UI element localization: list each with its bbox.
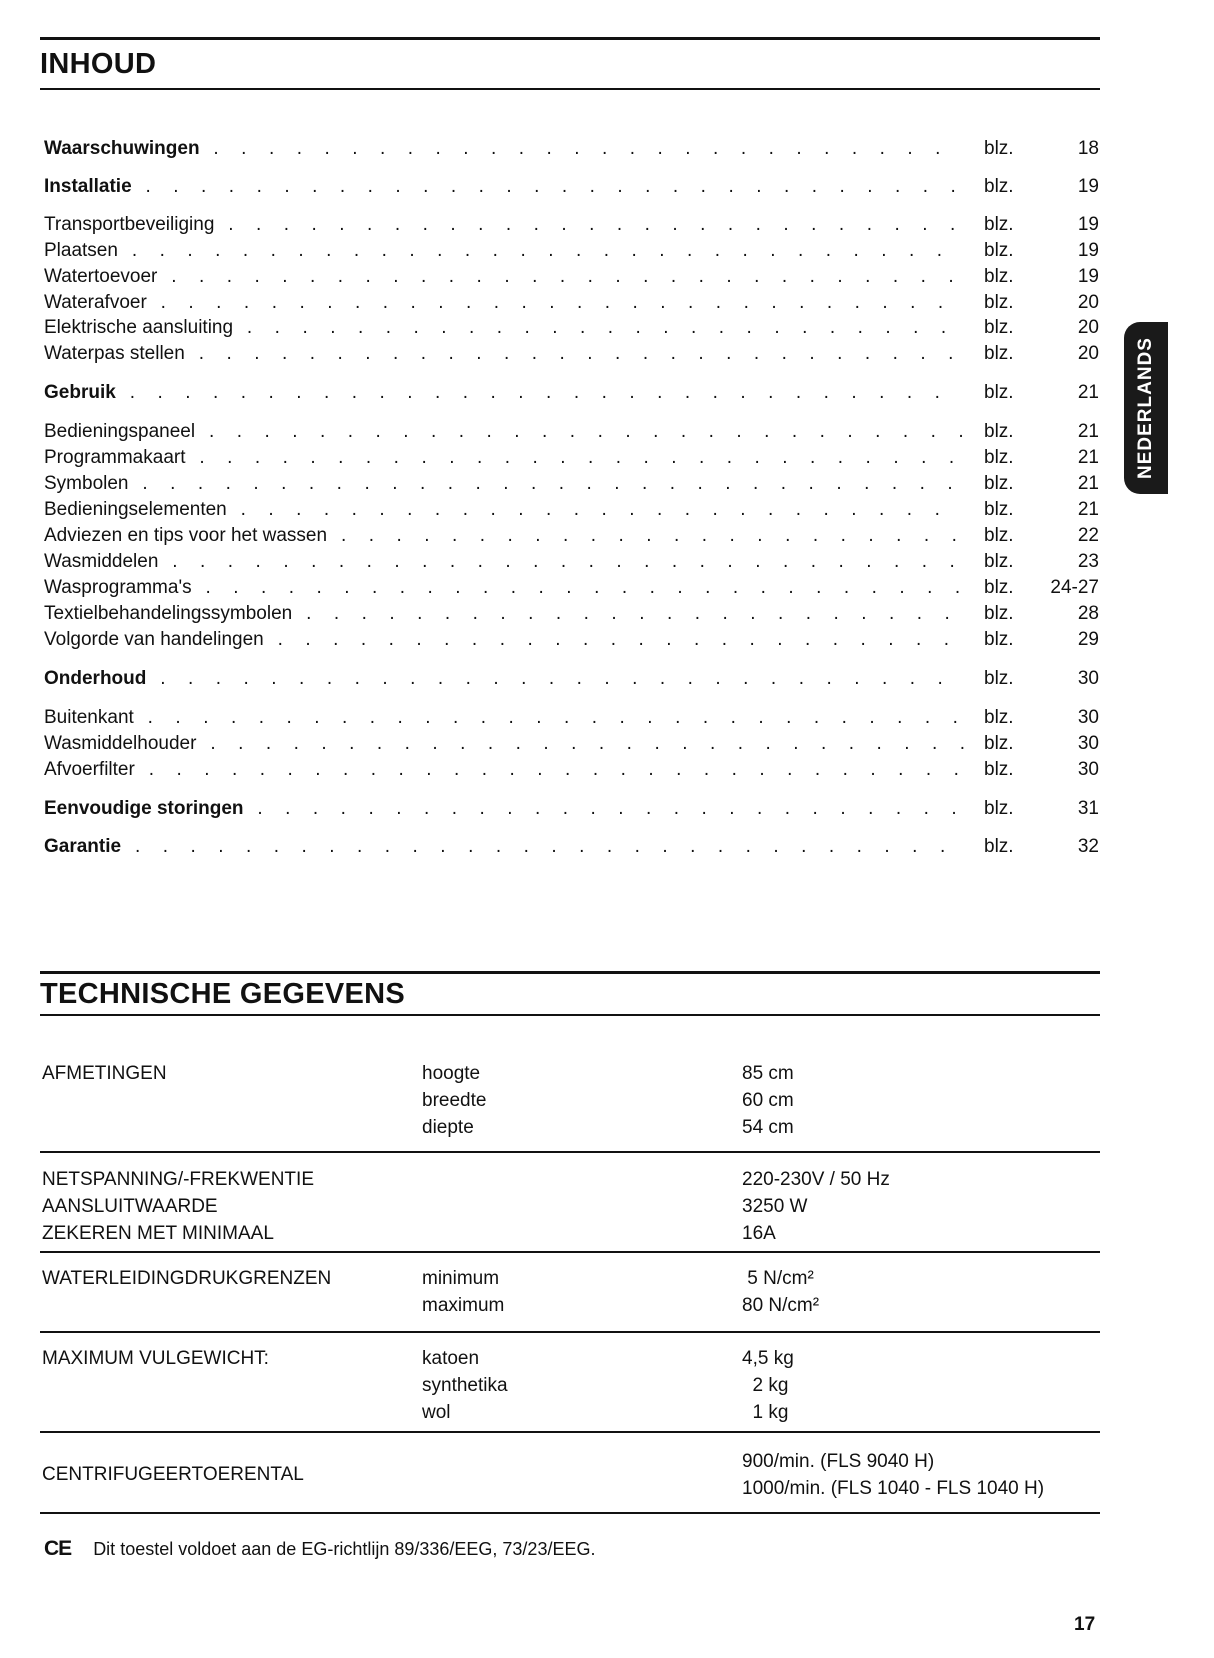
toc-entry-label: Transportbeveiliging . . .: [44, 212, 964, 238]
toc-entry-blz: blz.: [984, 447, 1014, 468]
toc-entry-blz: blz.: [984, 176, 1014, 197]
toc-entry-label: Symbolen . . .: [44, 471, 964, 497]
toc-entry-blz: blz.: [984, 421, 1014, 442]
tech-column-c2: [422, 1345, 508, 1426]
toc-entry: [44, 445, 1099, 471]
toc-entry-label: Adviezen en tips voor het wassen . . .: [44, 523, 964, 549]
toc-entry-blz: blz.: [984, 292, 1014, 313]
tech-value: maximum: [422, 1295, 505, 1316]
toc-entry-blz: blz.: [984, 798, 1014, 819]
toc-entry-blz: blz.: [984, 499, 1014, 520]
toc-entry-page: 30: [1077, 759, 1099, 780]
toc-entry-page: 19: [1077, 176, 1099, 197]
toc-entry-label: Afvoerfilter . . .: [44, 757, 964, 783]
toc-entry-label: Elektrische aansluiting . . .: [44, 315, 964, 341]
tech-column-c3: [742, 1166, 890, 1247]
tech-value: 5 N/cm²: [742, 1268, 814, 1289]
tech-value: 3250 W: [742, 1196, 808, 1217]
ce-text: Dit toestel voldoet aan de EG-richtlijn 89/336/EEG, 73/23/EEG.: [93, 1538, 596, 1559]
tech-column-c3: [742, 1345, 794, 1426]
toc-entry-page: 24-27: [1050, 577, 1099, 598]
toc-entry-page: 21: [1077, 473, 1099, 494]
tech-value: 1000/min. (FLS 1040 - FLS 1040 H): [742, 1478, 1045, 1499]
tech-value: NETSPANNING/-FREKWENTIE: [42, 1169, 314, 1190]
tech-value: 900/min. (FLS 9040 H): [742, 1451, 935, 1472]
toc-entry-page: 23: [1077, 551, 1099, 572]
tech-column-c1: [42, 1060, 167, 1087]
tech-value: AFMETINGEN: [42, 1063, 167, 1084]
toc-entry-label: Volgorde van handelingen . . .: [44, 627, 964, 653]
toc-entry-blz: blz.: [984, 577, 1014, 598]
toc-entry: [44, 575, 1099, 601]
toc-entry-page: 22: [1077, 525, 1099, 546]
tech-value: 220-230V / 50 Hz: [742, 1169, 890, 1190]
toc-entry: [44, 666, 1099, 692]
toc-entry-blz: blz.: [984, 836, 1014, 857]
toc-entry-blz: blz.: [984, 551, 1014, 572]
tech-value: MAXIMUM VULGEWICHT:: [42, 1348, 269, 1369]
tech-column-c1: [42, 1345, 269, 1372]
tech-column-c3: [742, 1060, 794, 1141]
tech-value: 4,5 kg: [742, 1348, 794, 1369]
toc-entry: [44, 523, 1099, 549]
toc-entry-page: 31: [1077, 798, 1099, 819]
toc-entry-label: Bedieningspaneel . . .: [44, 419, 964, 445]
tech-value: 16A: [742, 1223, 776, 1244]
toc-entry-blz: blz.: [984, 266, 1014, 287]
toc-entry: [44, 731, 1099, 757]
tech-value: 54 cm: [742, 1117, 794, 1138]
toc-entry: [44, 238, 1099, 264]
toc-entry-label: Programmakaart . . .: [44, 445, 964, 471]
toc-entry: [44, 834, 1099, 860]
tech-value: AANSLUITWAARDE: [42, 1196, 218, 1217]
tech-divider: [40, 1431, 1100, 1433]
tech-value: 60 cm: [742, 1090, 794, 1111]
tech-value: diepte: [422, 1117, 474, 1138]
toc-entry-label: Plaatsen . . .: [44, 238, 964, 264]
toc-entry: [44, 549, 1099, 575]
toc-entry: [44, 315, 1099, 341]
toc-entry-blz: blz.: [984, 473, 1014, 494]
tech-divider: [40, 1512, 1100, 1514]
toc-entry-label: Waterafvoer . . .: [44, 290, 964, 316]
toc-entry-label: Installatie . . .: [44, 174, 964, 200]
toc-entry-blz: blz.: [984, 214, 1014, 235]
toc-entry-blz: blz.: [984, 733, 1014, 754]
tech-value: 80 N/cm²: [742, 1295, 820, 1316]
toc-entry-blz: blz.: [984, 525, 1014, 546]
tech-bottom-rule: [40, 1014, 1100, 1016]
toc-entry: [44, 705, 1099, 731]
toc-entry-blz: blz.: [984, 138, 1014, 159]
toc-entry: [44, 796, 1099, 822]
toc-entry: [44, 174, 1099, 200]
tech-value: ZEKEREN MET MINIMAAL: [42, 1223, 274, 1244]
tech-column-c2: [422, 1265, 504, 1319]
toc-entry-blz: blz.: [984, 240, 1014, 261]
toc-entry-page: 21: [1077, 499, 1099, 520]
page-number: 17: [1074, 1614, 1096, 1635]
toc-entry-label: Buitenkant . . .: [44, 705, 964, 731]
tech-value: synthetika: [422, 1375, 508, 1396]
toc-entry-page: 19: [1077, 266, 1099, 287]
toc-entry-blz: blz.: [984, 382, 1014, 403]
tech-column-c1: [42, 1265, 331, 1292]
tech-value: wol: [422, 1402, 451, 1423]
toc-entry: [44, 341, 1099, 367]
toc-entry: [44, 290, 1099, 316]
toc-entry-page: 20: [1077, 292, 1099, 313]
ce-mark: CE: [44, 1537, 72, 1560]
inhoud-title: INHOUD: [40, 48, 157, 80]
tech-column-c3: [742, 1265, 819, 1319]
tech-title: TECHNISCHE GEGEVENS: [40, 978, 406, 1010]
toc-entry: [44, 601, 1099, 627]
toc-entry: [44, 497, 1099, 523]
tech-value: 1 kg: [742, 1402, 789, 1423]
toc-entry: [44, 419, 1099, 445]
toc-entry-page: 29: [1077, 629, 1099, 650]
toc-entry-label: Waterpas stellen . . .: [44, 341, 964, 367]
toc-entry-label: Wasmiddelen . . .: [44, 549, 964, 575]
toc-entry-label: Watertoevoer . . .: [44, 264, 964, 290]
toc-entry: [44, 627, 1099, 653]
toc-entry-page: 18: [1077, 138, 1099, 159]
ce-declaration: [44, 1537, 595, 1561]
toc-entry-label: Eenvoudige storingen . . .: [44, 796, 964, 822]
toc-entry-label: Waarschuwingen . . .: [44, 136, 964, 162]
toc-entry-page: 30: [1077, 707, 1099, 728]
tech-divider: [40, 1151, 1100, 1153]
language-tab-label: NEDERLANDS: [1135, 337, 1157, 479]
toc-entry-blz: blz.: [984, 317, 1014, 338]
toc-entry-label: Wasprogramma's . . .: [44, 575, 964, 601]
toc-entry-label: Garantie . . .: [44, 834, 964, 860]
toc-entry-page: 19: [1077, 214, 1099, 235]
tech-value: katoen: [422, 1348, 480, 1369]
toc-entry-blz: blz.: [984, 629, 1014, 650]
toc-entry-page: 21: [1077, 382, 1099, 403]
toc-entry-blz: blz.: [984, 707, 1014, 728]
toc-entry-page: 32: [1077, 836, 1099, 857]
toc-entry-page: 20: [1077, 343, 1099, 364]
toc-entry-label: Wasmiddelhouder . . .: [44, 731, 964, 757]
toc-entry-label: Gebruik . . .: [44, 380, 964, 406]
tech-divider: [40, 1331, 1100, 1333]
tech-column-c3: [742, 1448, 1044, 1502]
toc-entry: [44, 471, 1099, 497]
toc-entry-blz: blz.: [984, 343, 1014, 364]
tech-top-rule: [40, 971, 1100, 974]
toc-entry-blz: blz.: [984, 668, 1014, 689]
toc-entry: [44, 136, 1099, 162]
toc-entry-page: 28: [1077, 603, 1099, 624]
tech-value: WATERLEIDINGDRUKGRENZEN: [42, 1268, 332, 1289]
tech-value: CENTRIFUGEERTOERENTAL: [42, 1464, 304, 1485]
tech-value: 85 cm: [742, 1063, 794, 1084]
tech-divider: [40, 1251, 1100, 1253]
language-tab: [1124, 322, 1168, 494]
toc-entry-label: Textielbehandelingssymbolen . . .: [44, 601, 964, 627]
toc-entry-label: Onderhoud . . .: [44, 666, 964, 692]
tech-column-c2: [422, 1060, 486, 1141]
toc-entry-page: 21: [1077, 447, 1099, 468]
tech-value: minimum: [422, 1268, 500, 1289]
tech-value: breedte: [422, 1090, 487, 1111]
toc-entry: [44, 264, 1099, 290]
tech-value: 2 kg: [742, 1375, 789, 1396]
inhoud-top-rule: [40, 37, 1100, 40]
toc-entry: [44, 212, 1099, 238]
toc-entry-label: Bedieningselementen . . .: [44, 497, 964, 523]
toc-entry: [44, 757, 1099, 783]
toc-entry-page: 21: [1077, 421, 1099, 442]
inhoud-bottom-rule: [40, 88, 1100, 90]
tech-column-c1: [42, 1461, 304, 1488]
toc-entry-page: 30: [1077, 668, 1099, 689]
toc-entry: [44, 380, 1099, 406]
toc-entry-blz: blz.: [984, 603, 1014, 624]
toc-entry-page: 20: [1077, 317, 1099, 338]
toc-entry-page: 19: [1077, 240, 1099, 261]
tech-value: hoogte: [422, 1063, 481, 1084]
tech-column-c1: [42, 1166, 314, 1247]
toc-entry-page: 30: [1077, 733, 1099, 754]
toc-entry-blz: blz.: [984, 759, 1014, 780]
